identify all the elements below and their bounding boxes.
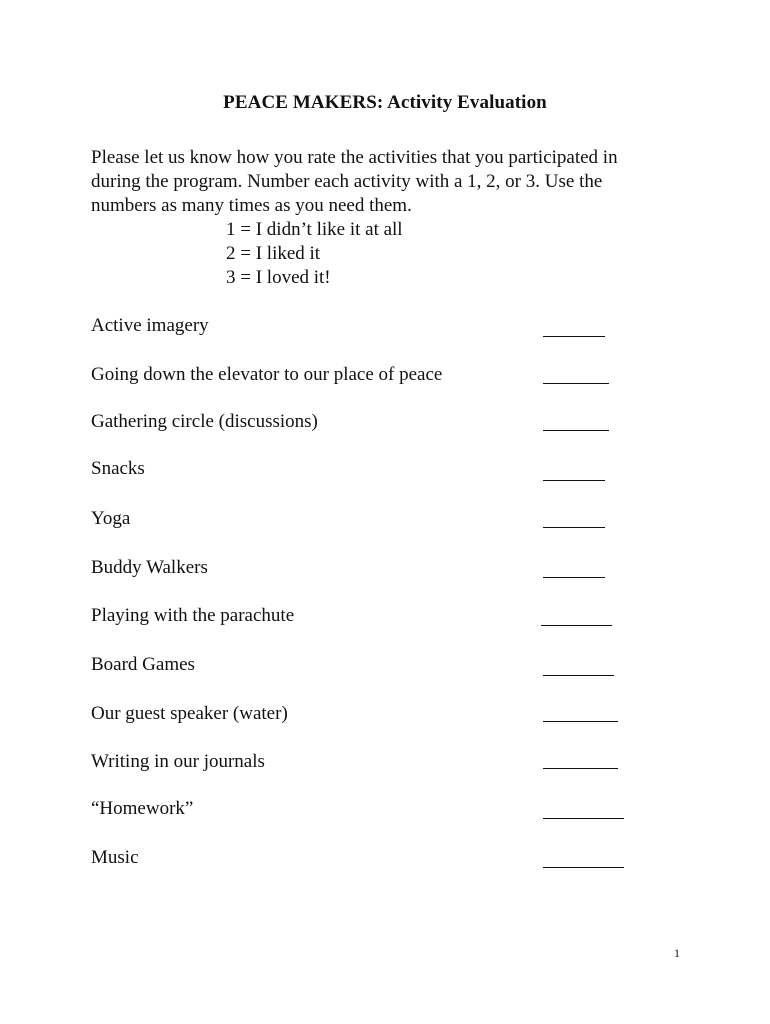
rating-scale-item: 2 = I liked it (226, 243, 321, 264)
instructions-line: during the program. Number each activity with a 1, 2, or 3. Use the (91, 171, 603, 192)
rating-blank[interactable] (543, 430, 609, 431)
rating-blank[interactable] (543, 721, 618, 722)
instructions (91, 146, 691, 218)
instructions-line: numbers as many times as you need them. (91, 195, 412, 216)
activity-label: Our guest speaker (water) (91, 703, 288, 724)
page-number: 1 (674, 946, 680, 960)
rating-blank[interactable] (543, 818, 624, 819)
activity-label: Snacks (91, 458, 145, 479)
activity-label: Buddy Walkers (91, 557, 208, 578)
rating-blank[interactable] (543, 675, 614, 676)
activity-label: Board Games (91, 654, 195, 675)
activity-label: Playing with the parachute (91, 605, 295, 626)
page-title: PEACE MAKERS: Activity Evaluation (223, 92, 547, 113)
rating-scale-item: 3 = I loved it! (226, 267, 331, 288)
rating-blank[interactable] (543, 577, 605, 578)
activity-label: Writing in our journals (91, 751, 265, 772)
rating-blank[interactable] (543, 867, 624, 868)
activity-label: Active imagery (91, 315, 209, 336)
instructions-line: Please let us know how you rate the activities that you participated in (91, 147, 618, 168)
rating-blank[interactable] (541, 625, 612, 626)
activity-label: Yoga (91, 508, 131, 529)
activity-label: “Homework” (91, 798, 194, 819)
rating-blank[interactable] (543, 383, 609, 384)
rating-blank[interactable] (543, 480, 605, 481)
rating-blank[interactable] (543, 768, 618, 769)
activity-label: Music (91, 847, 139, 868)
rating-blank[interactable] (543, 527, 605, 528)
rating-blank[interactable] (543, 336, 605, 337)
activity-label: Going down the elevator to our place of peace (91, 364, 443, 385)
rating-scale (226, 218, 403, 290)
rating-scale-item: 1 = I didn’t like it at all (226, 219, 403, 240)
activity-label: Gathering circle (discussions) (91, 411, 318, 432)
